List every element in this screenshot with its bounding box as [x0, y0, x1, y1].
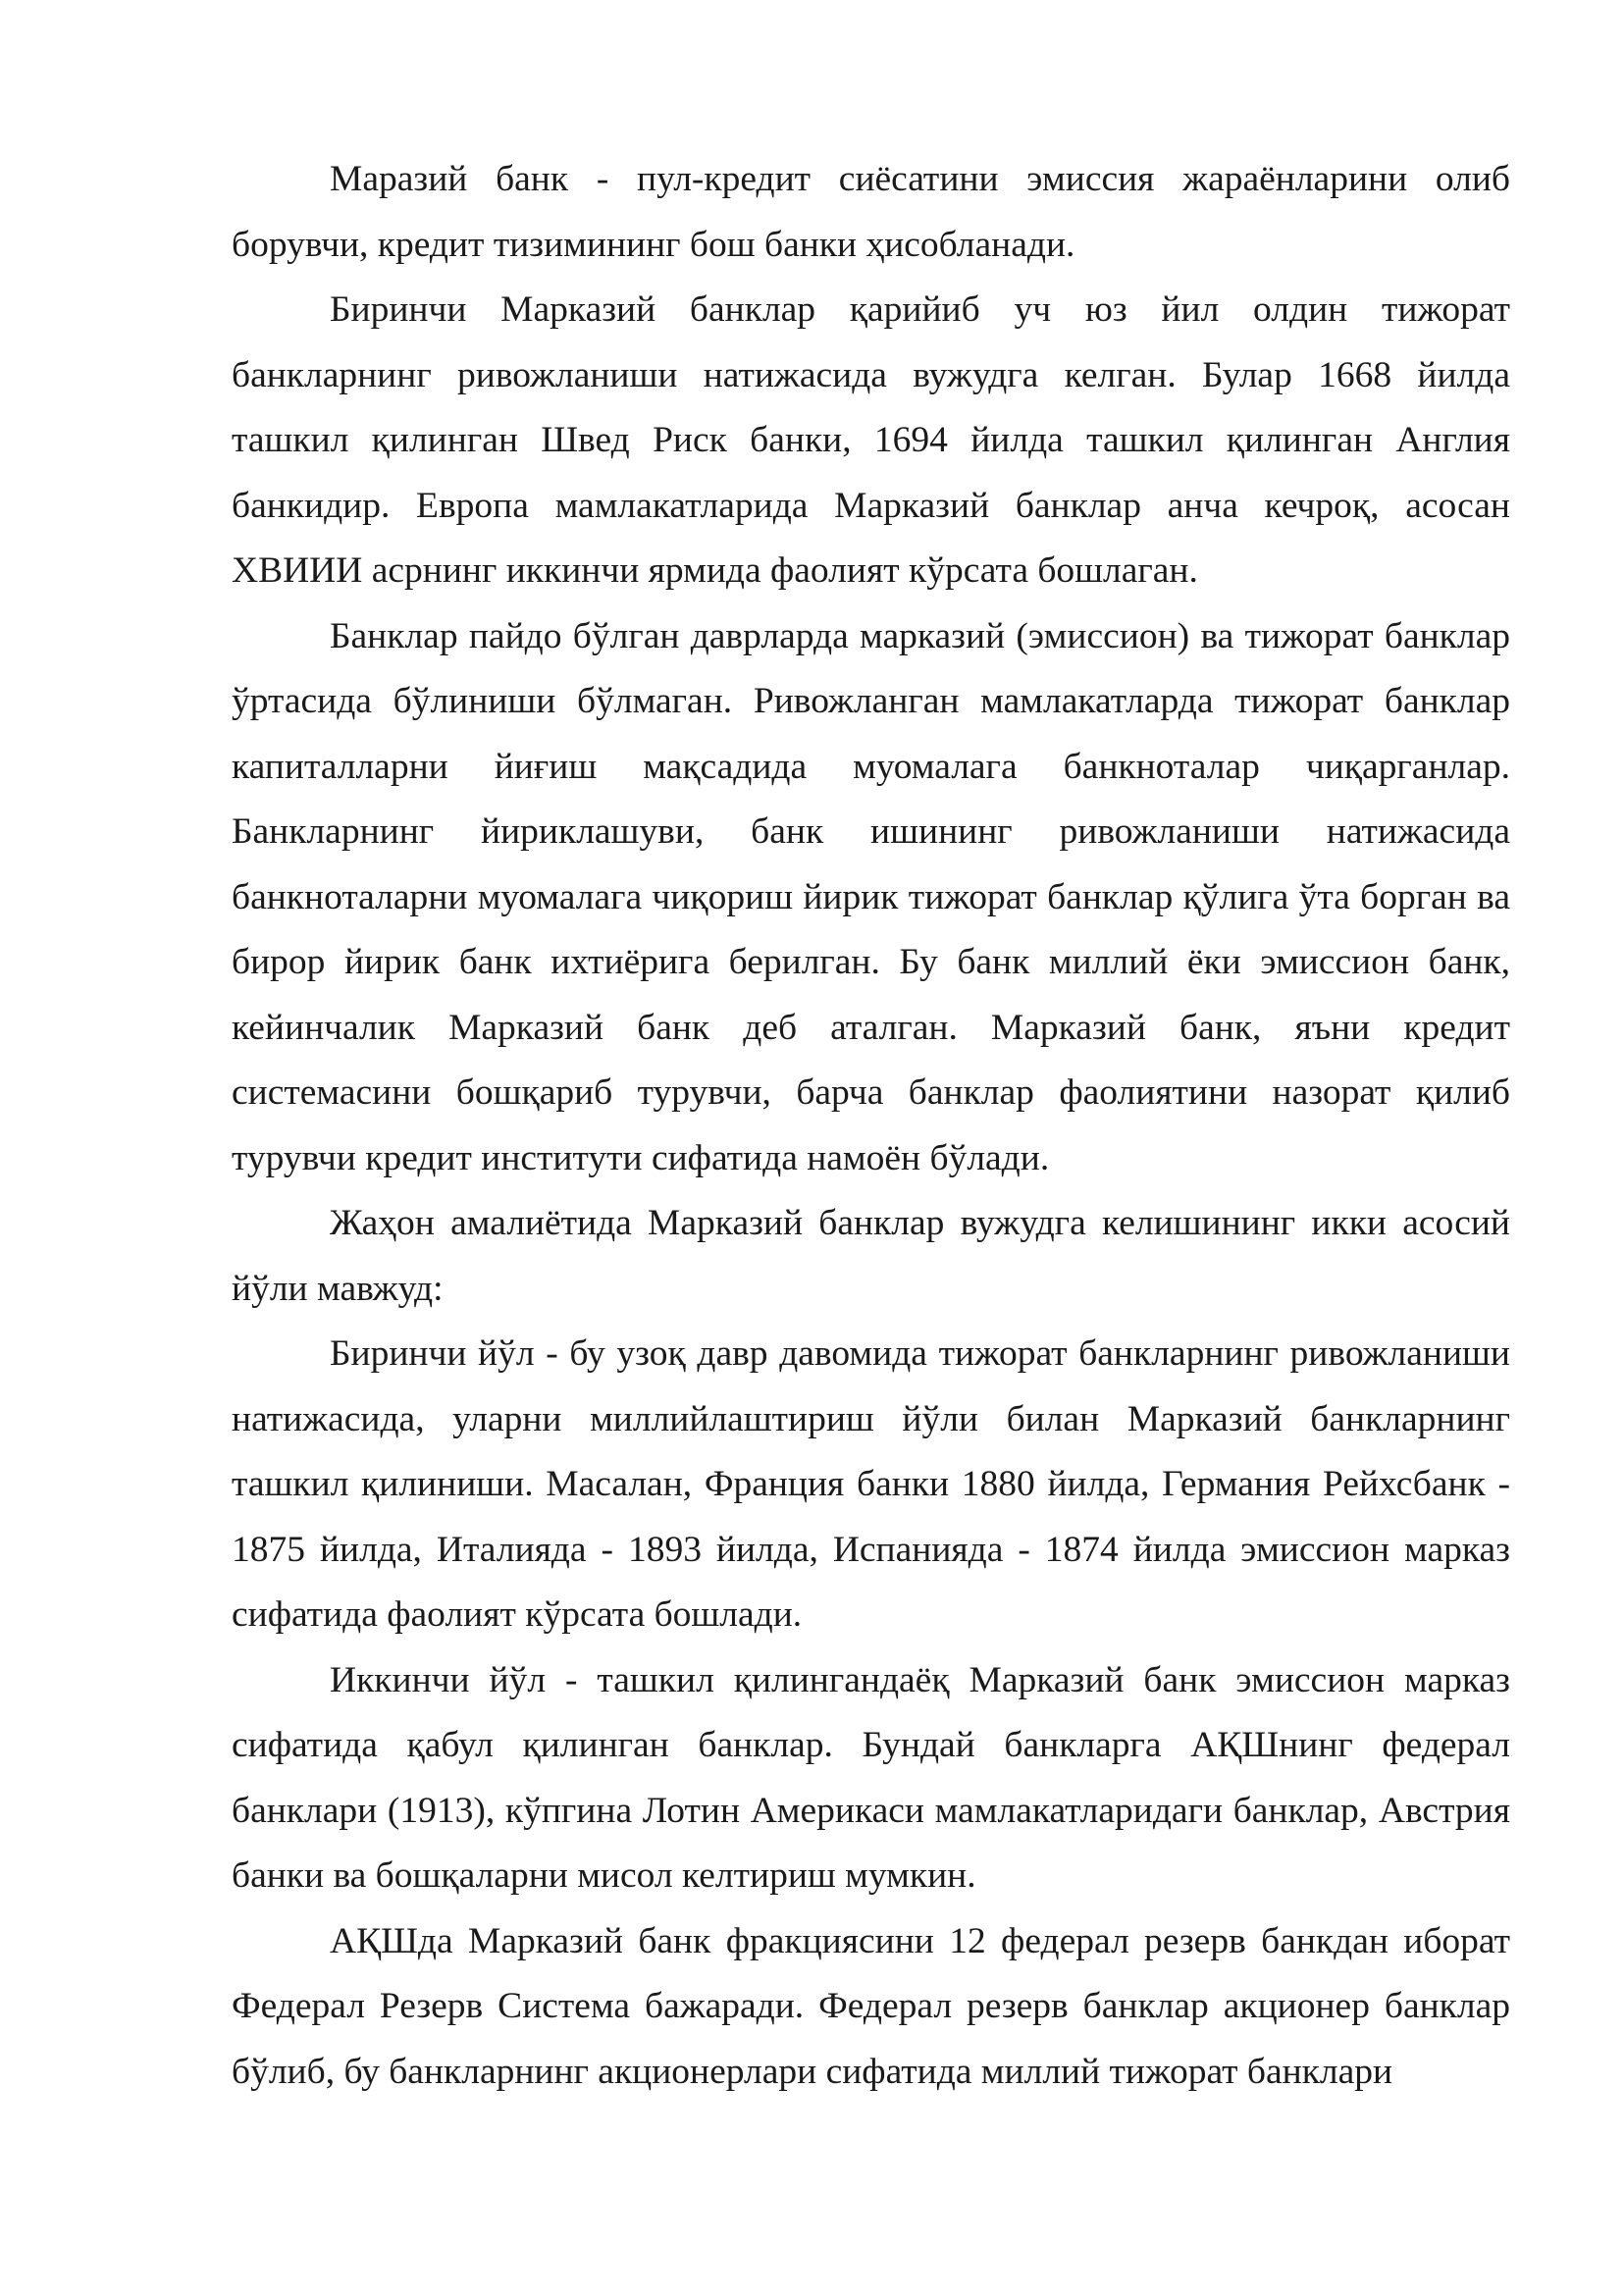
paragraph-two-ways-intro: Жаҳон амалиётида Марказий банклар вужудга келишининг икки асосий йўли мавжуд:	[232, 1203, 1510, 1309]
paragraph-second-way: Иккинчи йўл - ташкил қилингандаёқ Марказий банк эмиссион марказ сифатида қабул қилинган банклар. Бундай банкларга АҚШнинг федерал банклари (1913), кўпгина Лотин Америкаси мамлакатларидаги банклар, Австрия банки ва бошқаларни мисол келтириш мумкин.	[232, 1659, 1510, 1896]
paragraph-first-way: Биринчи йўл - бу узоқ давр давомида тижорат банкларнинг ривожланиши натижасида, уларни миллийлаштириш йўли билан Марказий банкларнинг ташкил қилиниши. Масалан, Франция банки 1880 йилда, Германия Рейхсбанк - 1875 йилда, Италияда - 1893 йилда, Испанияда - 1874 йилда эмиссион марказ сифатида фаолият кўрсата бошлади.	[232, 1333, 1510, 1635]
paragraph-usa-federal-reserve: АҚШда Марказий банк фракциясини 12 федерал резерв банкдан иборат Федерал Резерв Система бажаради. Федерал резерв банклар акционер банклар бўлиб, бу банкларнинг акционерлари сифатида миллий тижорат банклари	[232, 1920, 1510, 2092]
document-page	[232, 147, 1510, 2105]
paragraph-banknote-issuance: Банклар пайдо бўлган даврларда марказий (эмиссион) ва тижорат банклар ўртасида бўлиниши бўлмаган. Ривожланган мамлакатларда тижорат банклар капиталларни йиғиш мақсадида муомалага банкноталар чиқарганлар. Банкларнинг йириклашуви, банк ишининг ривожланиши натижасида банкноталарни муомалага чиқориш йирик тижорат банклар қўлига ўта борган ва бирор йирик банк ихтиёрига берилган. Бу банк миллий ёки эмиссион банк, кейинчалик Марказий банк деб аталган. Марказий банк, яъни кредит системасини бошқариб турувчи, барча банклар фаолиятини назорат қилиб турувчи кредит институти сифатида намоён бўлади.	[232, 615, 1510, 1178]
paragraph-first-central-banks: Биринчи Марказий банклар қарийиб уч юз йил олдин тижорат банкларнинг ривожланиши натижасида вужудга келган. Булар 1668 йилда ташкил қилинган Швед Риск банки, 1694 йилда ташкил қилинган Англия банкидир. Европа мамлакатларида Марказий банклар анча кечроқ, асосан ХВИИИ асрнинг иккинчи ярмида фаолият кўрсата бошлаган.	[232, 289, 1510, 591]
paragraph-central-bank-definition: Маразий банк - пул-кредит сиёсатини эмиссия жараёнларини олиб борувчи, кредит тизимининг бош банки ҳисобланади.	[232, 159, 1510, 265]
